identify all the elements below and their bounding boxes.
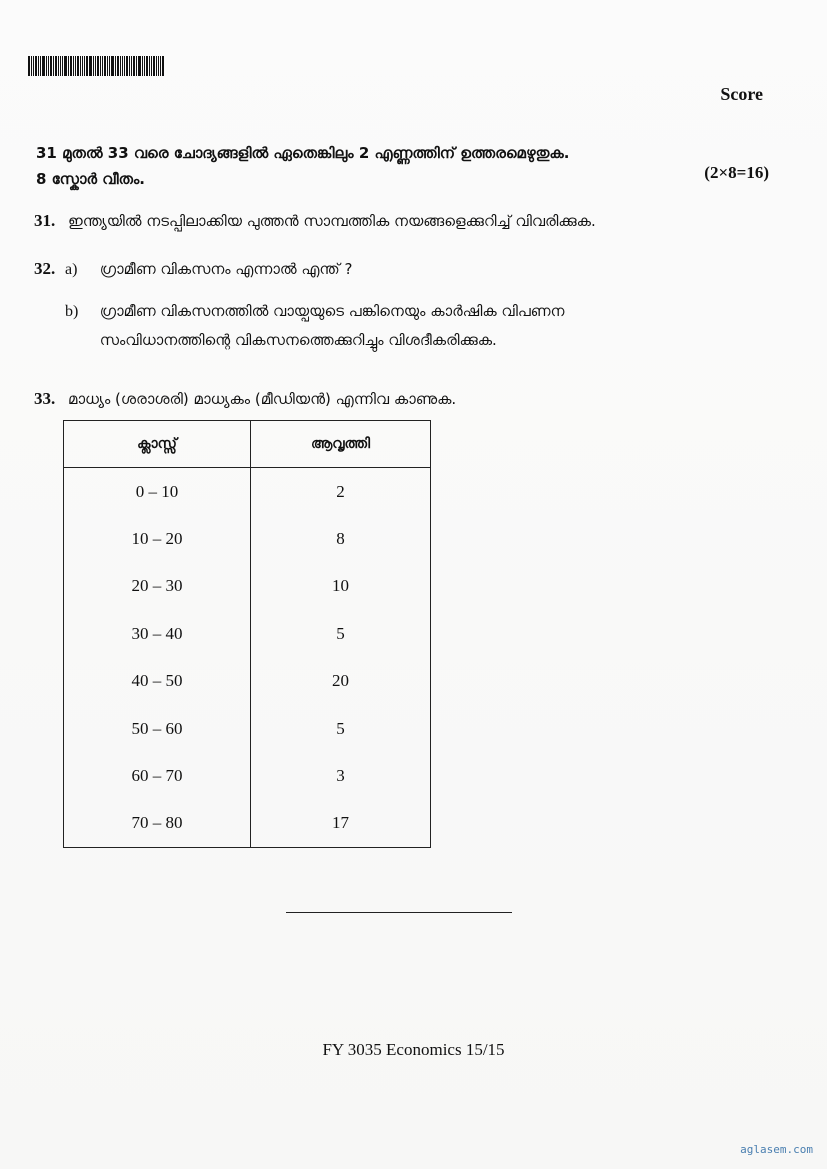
marks-allocation: (2×8=16): [704, 163, 769, 182]
question-text: ഇന്ത്യയിൽ നടപ്പിലാക്കിയ പുത്തൻ സാമ്പത്തിക നയങ്ങളെക്കുറിച്ച് വിവരിക്കുക.: [68, 212, 596, 230]
sub-question-label: a): [65, 261, 78, 278]
sub-question-label: b): [65, 303, 79, 320]
barcode: [28, 56, 165, 76]
question-31: [34, 211, 596, 231]
table-row: [64, 658, 431, 705]
sub-question-text: ഗ്രാമീണ വികസനം എന്നാൽ എന്ത് ?: [99, 260, 353, 278]
end-rule: [286, 912, 512, 913]
watermark: aglasem.com: [740, 1143, 813, 1156]
sub-question-text-line-2: സംവിധാനത്തിന്റെ വികസനത്തെക്കുറിച്ചും വിശദീകരിക്കുക.: [99, 331, 497, 349]
table-row: [64, 468, 431, 516]
class-interval-cell: 0 – 10: [64, 468, 251, 516]
class-interval-cell: 10 – 20: [64, 515, 251, 562]
class-interval-cell: 30 – 40: [64, 610, 251, 657]
instruction-line-1: 31 മുതൽ 33 വരെ ചോദ്യങ്ങളിൽ ഏതെങ്കിലും 2 എണ്ണത്തിന് ഉത്തരമെഴുതുക.: [36, 144, 570, 162]
score-label: Score: [720, 84, 763, 104]
class-interval-cell: 40 – 50: [64, 658, 251, 705]
table-row: [64, 705, 431, 752]
question-32: [34, 259, 63, 279]
question-number: 31.: [34, 211, 56, 230]
table-header-row: [64, 421, 431, 468]
table-row: [64, 563, 431, 610]
table-row: [64, 800, 431, 848]
frequency-table: [63, 420, 431, 848]
question-number: 32.: [34, 259, 56, 278]
frequency-cell: 17: [251, 800, 431, 848]
frequency-cell: 10: [251, 563, 431, 610]
question-text: മാധ്യം (ശരാശരി) മാധ്യകം (മീഡിയൻ) എന്നിവ കാണുക.: [68, 390, 457, 408]
frequency-cell: 5: [251, 610, 431, 657]
question-33: [34, 389, 456, 409]
frequency-cell: 2: [251, 468, 431, 516]
question-32b: [65, 297, 564, 354]
frequency-cell: 20: [251, 658, 431, 705]
question-number: 33.: [34, 389, 56, 408]
table-row: [64, 752, 431, 799]
class-interval-cell: 50 – 60: [64, 705, 251, 752]
class-interval-cell: 60 – 70: [64, 752, 251, 799]
table-body: [64, 468, 431, 848]
instruction-line-2: 8 സ്കോർ വീതം.: [36, 170, 145, 188]
table-row: [64, 515, 431, 562]
question-32a: [65, 255, 352, 284]
column-header-frequency: ആവൃത്തി: [251, 421, 431, 468]
table-row: [64, 610, 431, 657]
frequency-cell: 5: [251, 705, 431, 752]
class-interval-cell: 20 – 30: [64, 563, 251, 610]
sub-question-text-line-1: ഗ്രാമീണ വികസനത്തിൽ വായ്പയുടെ പങ്കിനെയും കാർഷിക വിപണന: [99, 302, 565, 320]
column-header-class: ക്ലാസ്സ്: [64, 421, 251, 468]
page-footer: FY 3035 Economics 15/15: [322, 1040, 505, 1059]
frequency-cell: 3: [251, 752, 431, 799]
class-interval-cell: 70 – 80: [64, 800, 251, 848]
instructions: [36, 140, 676, 192]
frequency-cell: 8: [251, 515, 431, 562]
